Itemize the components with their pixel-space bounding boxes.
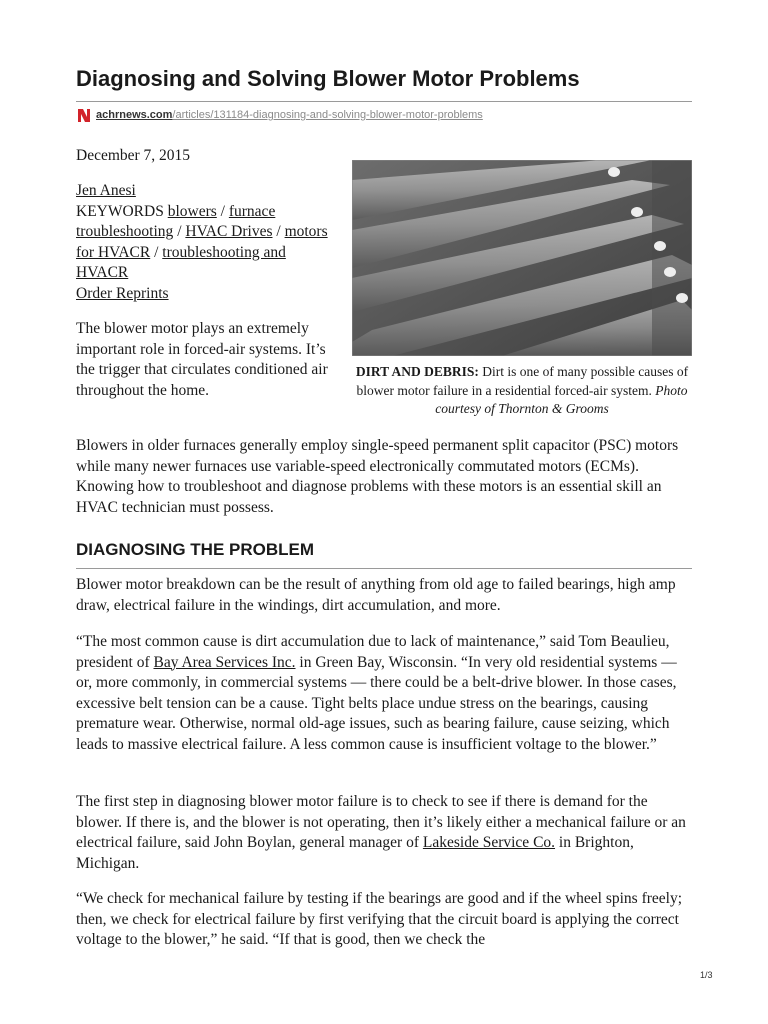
keyword-link-troubleshooting[interactable]: troubleshooting and HVACR — [76, 243, 286, 281]
caption-credit: Photo courtesy of Thornton & Grooms — [435, 382, 688, 416]
paragraph-2: Blower motor breakdown can be the result of anything from old age to failed bearings, high amp draw, electrical failure in the windings, dirt accumulation, and more. — [76, 576, 676, 614]
section-divider — [76, 568, 692, 569]
source-link[interactable] — [76, 106, 483, 124]
bay-area-services-link[interactable]: Bay Area Services Inc. — [153, 653, 296, 671]
author-link[interactable]: Jen Anesi — [76, 182, 136, 199]
keywords-label: KEYWORDS — [76, 202, 164, 220]
keyword-separator: / — [173, 223, 186, 240]
page-title: Diagnosing and Solving Blower Motor Problems — [76, 66, 580, 91]
section-heading: DIAGNOSING THE PROBLEM — [76, 540, 315, 559]
paragraph-4-text: The first step in diagnosing blower motor failure is to check to see if there is demand for the blower. If there is, and the blower is not operating, then it’s likely either a mechanical failure or an electrical failure, said John Boylan, general manager of — [76, 793, 686, 851]
source-path[interactable]: /articles/131184-diagnosing-and-solving-blower-motor-problems — [172, 109, 483, 121]
title-divider — [76, 101, 692, 102]
keyword-link-furnace[interactable]: furnace troubleshooting — [76, 202, 276, 240]
keyword-link-blowers[interactable]: blowers — [167, 202, 217, 220]
paragraph-3-text: “The most common cause is dirt accumulation due to lack of maintenance,” said Tom Beaulieu, president of — [76, 633, 670, 671]
article-date: December 7, 2015 — [76, 147, 191, 164]
paragraph-5: “We check for mechanical failure by testing if the bearings are good and if the wheel spins freely; then, we check for electrical failure by first verifying that the circuit board is applying the correct voltage to the blower,” he said. “If that is good, then we check the — [76, 890, 683, 948]
article-meta — [76, 181, 336, 304]
blower-photo — [352, 160, 692, 356]
keyword-link-hvac-drives[interactable]: HVAC Drives — [185, 223, 273, 240]
photo-caption — [352, 363, 692, 419]
caption-text: Dirt is one of many possible causes of blower motor failure in a residential forced-air system. — [356, 364, 689, 398]
intro-paragraph: The blower motor plays an extremely important role in forced-air systems. It’s the trigger that circulates conditioned air throughout the home. — [76, 320, 328, 399]
paragraph-3-text: in Green Bay, Wisconsin. “In very old residential systems — or, more commonly, in commercial systems — there could be a belt-drive blower. In those cases, excessive belt tension can be a cause. Tight belts place undue stress on the bearings, causing premature wear. Otherwise, normal old-age issues, such as bearing failure, cause seizing, which leads to massive electrical failure. A less common cause is insufficient voltage to the blower.” — [76, 653, 677, 753]
keyword-separator: / — [272, 223, 285, 240]
caption-lead: DIRT AND DEBRIS: — [355, 364, 479, 379]
lakeside-service-link[interactable]: Lakeside Service Co. — [422, 834, 556, 851]
paragraph-4-text: in Brighton, Michigan. — [76, 834, 634, 872]
order-reprints-link[interactable]: Order Reprints — [76, 284, 169, 302]
source-domain[interactable]: achrnews.com — [96, 109, 173, 121]
publication-logo-icon — [76, 107, 92, 123]
paragraph-4 — [76, 792, 692, 874]
keyword-separator: / — [216, 202, 229, 220]
article-figure — [352, 160, 692, 419]
keyword-link-motors[interactable]: motors for HVACR — [76, 223, 328, 261]
keyword-separator: / — [150, 243, 163, 261]
paragraph-3 — [76, 632, 692, 755]
paragraph-1: Blowers in older furnaces generally employ single-speed permanent split capacitor (PSC) motors while many newer furnaces use variable-speed electronically commutated motors (ECMs). Knowing how to troubleshoot and diagnose problems with these motors is an essential skill an HVAC technician must possess. — [76, 437, 679, 516]
page-number: 1/3 — [700, 970, 713, 980]
